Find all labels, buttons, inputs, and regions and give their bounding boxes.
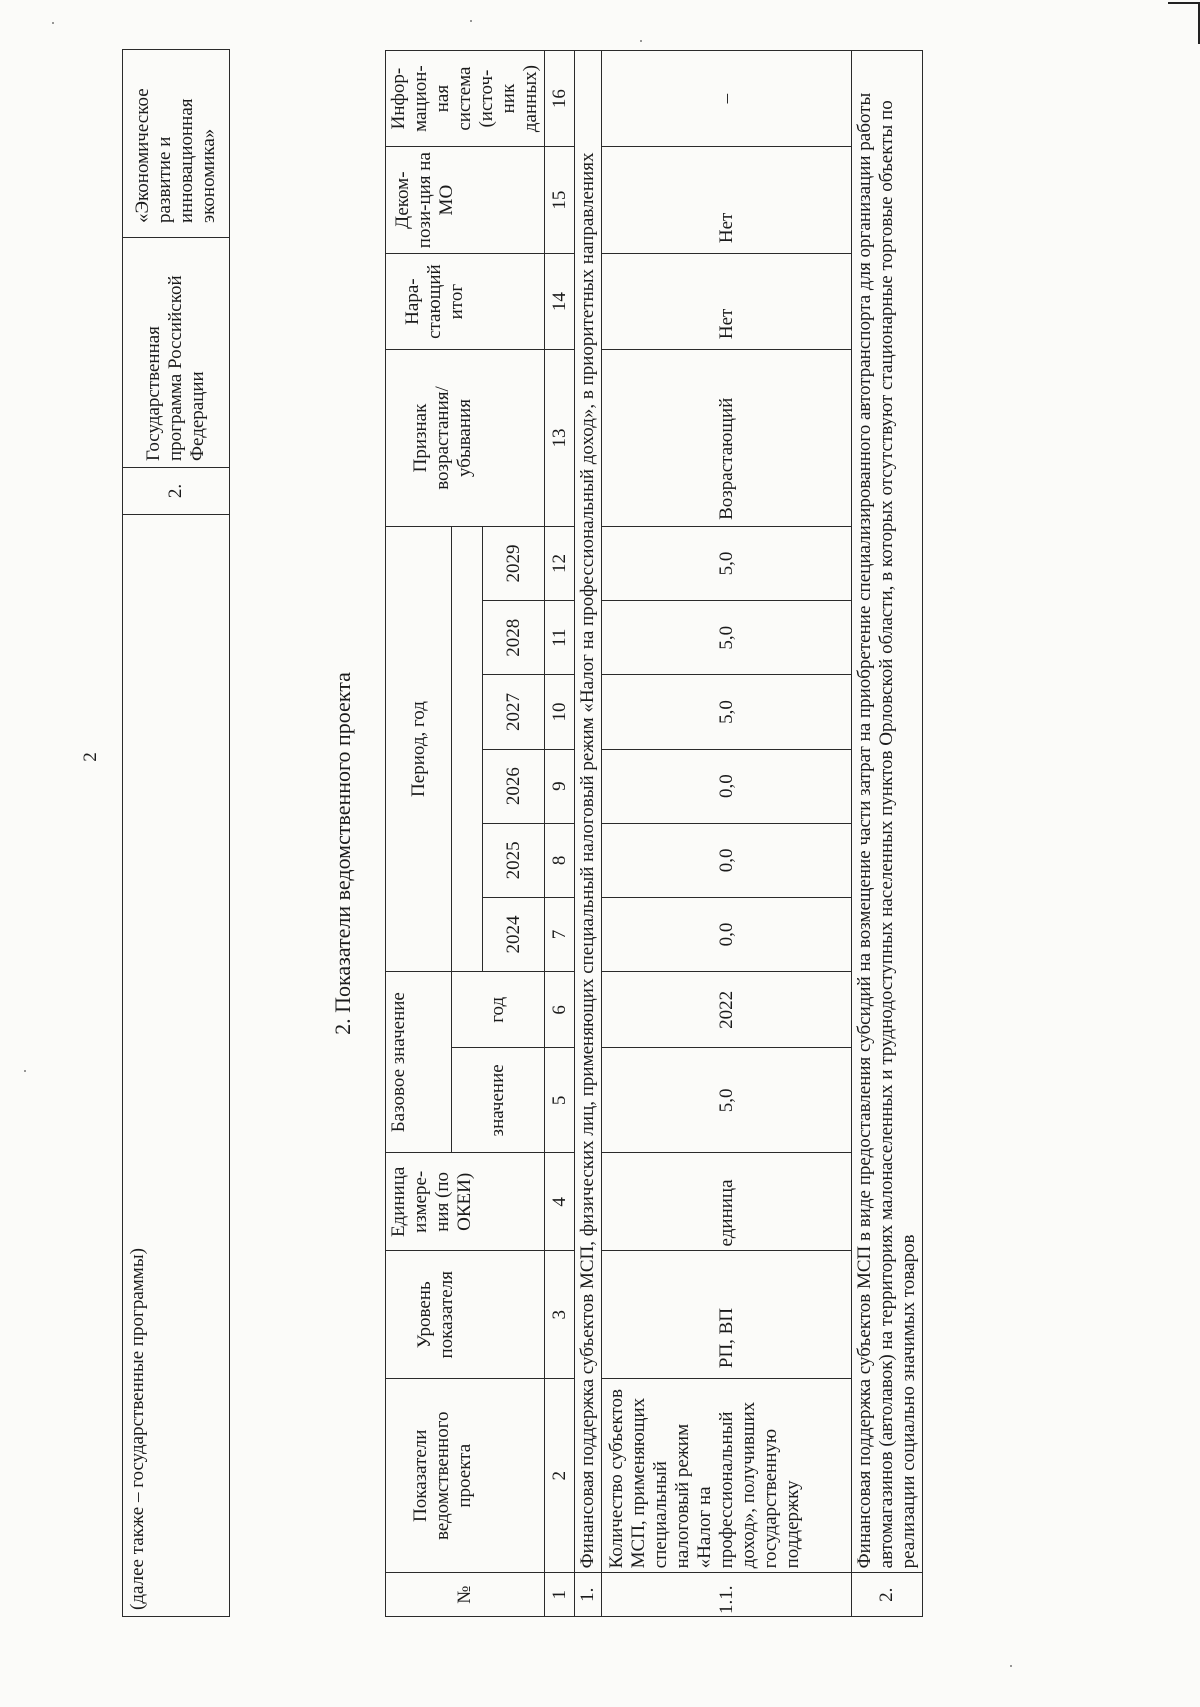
column-index: 12 xyxy=(545,526,575,600)
program-row-label: Государственная программа Российской Федерации xyxy=(123,238,230,468)
column-index: 1 xyxy=(545,1573,575,1617)
row-year-value: 0,0 xyxy=(602,897,852,971)
header-indicator: Показатели ведомственного проекта xyxy=(386,1379,545,1573)
column-index: 10 xyxy=(545,675,575,749)
row-year-value: 5,0 xyxy=(602,675,852,749)
column-index: 14 xyxy=(545,254,575,350)
header-year: 2027 xyxy=(483,675,545,749)
program-row-number: 2. xyxy=(123,468,230,515)
section-title: 2. Показатели ведомственного проекта xyxy=(330,672,355,1035)
other-programs-note: (далее также – государственные программы) xyxy=(123,515,230,1617)
column-index: 3 xyxy=(545,1251,575,1379)
column-index: 5 xyxy=(545,1048,575,1153)
row-decomposition: Нет xyxy=(602,147,852,254)
header-unit: Единица измере-ния (по ОКЕИ) xyxy=(386,1153,545,1251)
row-year-value: 0,0 xyxy=(602,749,852,823)
row-year-value: 5,0 xyxy=(602,601,852,675)
column-index: 2 xyxy=(545,1379,575,1573)
header-cumulative: Нара-стающий итог xyxy=(386,254,545,350)
row-number: 1.1. xyxy=(602,1573,852,1617)
section-number: 1. xyxy=(575,1573,602,1617)
row-level: РП, ВП xyxy=(602,1251,852,1379)
header-period: Период, год xyxy=(386,526,452,971)
row-indicator: Количество субъектов МСП, применяющих специальный налоговый режим «Налог на профессиональный доход», получивших государственную поддержку xyxy=(602,1379,852,1573)
header-level: Уровень показателя xyxy=(386,1251,545,1379)
header-base: Базовое значение xyxy=(386,972,452,1153)
row-year-value: 0,0 xyxy=(602,823,852,897)
header-year: 2025 xyxy=(483,823,545,897)
page-number: 2 xyxy=(80,752,101,762)
section-row xyxy=(575,51,602,1617)
row-year-value: 5,0 xyxy=(602,526,852,600)
column-index: 15 xyxy=(545,147,575,254)
header-decomposition: Деком-пози-ция на МО xyxy=(386,147,545,254)
row-unit: единица xyxy=(602,1153,852,1251)
header-period-gap xyxy=(452,526,483,971)
program-row-value: «Экономическое развитие и инновационная экономика» xyxy=(123,50,230,238)
row-info-system: – xyxy=(602,51,852,147)
section-number: 2. xyxy=(852,1573,923,1617)
column-index: 8 xyxy=(545,823,575,897)
row-trend: Возрастающий xyxy=(602,350,852,527)
row-base-value: 5,0 xyxy=(602,1048,852,1153)
section-title-cell: Финансовая поддержка субъектов МСП в виде предоставления субсидий на возмещение части затрат на приобретение специализированного автотранспорта для организации работы автомагазинов (автолавок) на территориях малонаселенных и труднодоступных населенных пунктов Орловской области, в которых отсутствуют стационарные торговые объекты по реализации социально значимых товаров xyxy=(852,51,923,1573)
header-base-year: год xyxy=(452,972,545,1048)
column-index: 9 xyxy=(545,749,575,823)
header-num: № xyxy=(386,1573,545,1617)
header-base-value: значение xyxy=(452,1048,545,1153)
column-index: 6 xyxy=(545,972,575,1048)
table-row xyxy=(602,51,852,1617)
column-index: 16 xyxy=(545,51,575,147)
column-index: 11 xyxy=(545,601,575,675)
section-row xyxy=(852,51,923,1617)
header-year: 2024 xyxy=(483,897,545,971)
indicators-table xyxy=(385,50,923,1617)
row-cumulative: Нет xyxy=(602,254,852,350)
section-title-cell: Финансовая поддержка субъектов МСП, физических лиц, применяющих специальный налоговый режим «Налог на профессиональный доход», в приоритетных направлениях xyxy=(575,51,602,1573)
column-index-row xyxy=(545,51,575,1617)
header-trend: Признак возрастания/ убывания xyxy=(386,350,545,527)
header-year: 2028 xyxy=(483,601,545,675)
column-index: 7 xyxy=(545,897,575,971)
header-year: 2029 xyxy=(483,526,545,600)
column-index: 4 xyxy=(545,1153,575,1251)
header-info-system: Инфор-мацион-ная система (источ-ник данных) xyxy=(386,51,545,147)
program-box xyxy=(122,49,230,1617)
row-base-year: 2022 xyxy=(602,972,852,1048)
column-index: 13 xyxy=(545,350,575,527)
header-year: 2026 xyxy=(483,749,545,823)
